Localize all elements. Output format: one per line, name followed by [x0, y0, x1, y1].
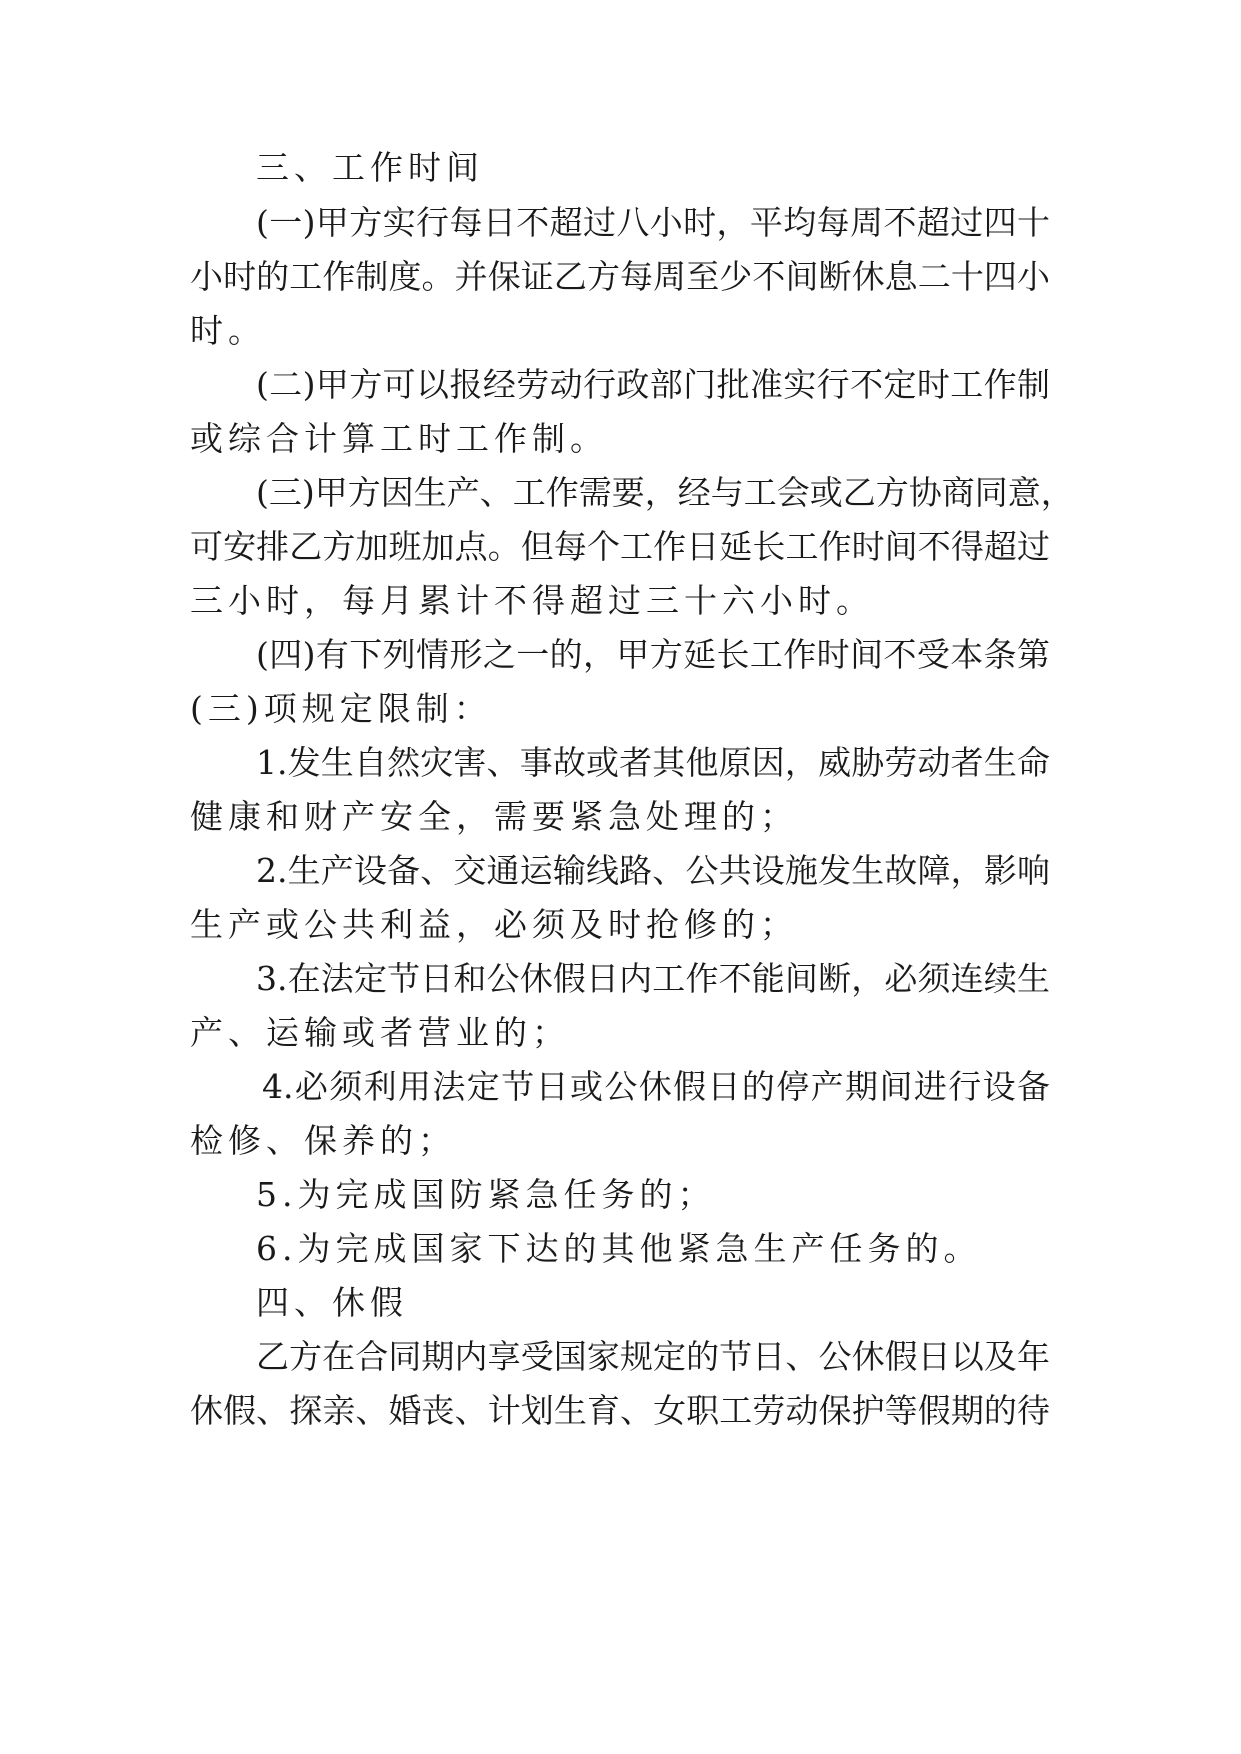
- paragraph-line: 三小时，每月累计不得超过三十六小时。: [190, 581, 874, 620]
- paragraph-line: 小时的工作制度。并保证乙方每周至少不间断休息二十四小: [190, 257, 1050, 296]
- list-item-line: 6.为完成国家下达的其他紧急生产任务的。: [256, 1229, 982, 1268]
- list-item-line: 生产或公共利益，必须及时抢修的；: [190, 905, 798, 944]
- paragraph-line: 时。: [190, 311, 266, 350]
- list-item-line: 检修、保养的；: [190, 1121, 456, 1160]
- paragraph-line: 休假、探亲、婚丧、计划生育、女职工劳动保护等假期的待: [190, 1391, 1050, 1430]
- list-item-line: 4.必须利用法定节日或公休假日的停产期间进行设备: [262, 1067, 1050, 1106]
- paragraph-line: (二)甲方可以报经劳动行政部门批准实行不定时工作制: [256, 365, 1050, 404]
- list-item-line: 3.在法定节日和公休假日内工作不能间断，必须连续生: [256, 959, 1050, 998]
- paragraph-line: (四)有下列情形之一的，甲方延长工作时间不受本条第: [256, 635, 1050, 674]
- paragraph-line: (三)甲方因生产、工作需要，经与工会或乙方协商同意，: [256, 473, 1074, 512]
- section-heading-leave: 四、休假: [256, 1283, 408, 1322]
- paragraph-line: (一)甲方实行每日不超过八小时，平均每周不超过四十: [256, 203, 1050, 242]
- paragraph-line: (三)项规定限制：: [190, 689, 492, 728]
- paragraph-line: 可安排乙方加班加点。但每个工作日延长工作时间不得超过: [190, 527, 1050, 566]
- list-item-line: 1.发生自然灾害、事故或者其他原因，威胁劳动者生命: [256, 743, 1050, 782]
- section-heading-work-hours: 三、工作时间: [256, 148, 484, 187]
- paragraph-line: 乙方在合同期内享受国家规定的节日、公休假日以及年: [256, 1337, 1050, 1376]
- list-item-line: 产、运输或者营业的；: [190, 1013, 570, 1052]
- list-item-line: 2.生产设备、交通运输线路、公共设施发生故障，影响: [256, 851, 1050, 890]
- list-item-line: 5.为完成国防紧急任务的；: [256, 1175, 716, 1214]
- paragraph-line: 或综合计算工时工作制。: [190, 419, 608, 458]
- list-item-line: 健康和财产安全，需要紧急处理的；: [190, 797, 798, 836]
